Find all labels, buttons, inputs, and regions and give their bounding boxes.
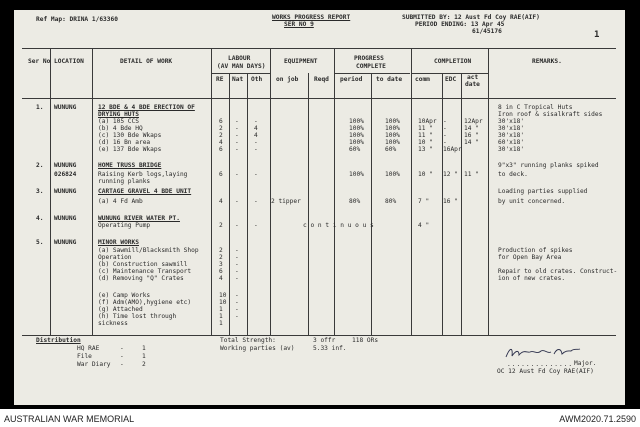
period-ending: PERIOD ENDING: 13 Apr 45 xyxy=(415,21,505,28)
cell-nat: - xyxy=(235,171,239,178)
cell-nat: - xyxy=(235,292,239,299)
col-divider xyxy=(334,48,335,335)
total-ors: 118 ORs xyxy=(352,337,379,344)
col-divider xyxy=(247,73,248,335)
labour-subrule xyxy=(212,73,270,74)
cell-nat: - xyxy=(235,306,239,313)
col-on-job: on job xyxy=(276,76,299,83)
cell-re: 4 xyxy=(219,275,223,282)
dash: - xyxy=(120,353,124,360)
cell-detail: (a) Sawmill/Blacksmith Shop xyxy=(98,247,199,254)
cell-remark: 9"x3" running planks spiked xyxy=(498,162,599,169)
dash: - xyxy=(120,345,124,352)
cell-to-date: 60% xyxy=(385,146,397,153)
cell-oth: - xyxy=(254,171,258,178)
cell-oth: - xyxy=(254,198,258,205)
cell-comm: 7 " xyxy=(418,198,430,205)
cell-act: 14 " xyxy=(464,139,479,146)
cell-act: 11 " xyxy=(464,171,479,178)
cell-to-date: 100% xyxy=(385,132,400,139)
cell-remark: 60'x18' xyxy=(498,139,525,146)
cell-detail: (f) Adm(AMO),hygiene etc) xyxy=(98,299,192,306)
signature-unit: OC 12 Aust Fd Coy RAE(AIF) xyxy=(497,368,594,375)
col-completion: COMPLETION xyxy=(434,58,472,65)
col-divider xyxy=(270,48,271,335)
col-divider xyxy=(92,48,93,335)
cell-nat: - xyxy=(235,222,239,229)
cell-on-job: 2 tipper xyxy=(271,198,301,205)
col-ser-no: Ser No xyxy=(28,58,51,65)
cell-edc: - xyxy=(443,125,447,132)
cell-edc: 12 " xyxy=(443,171,458,178)
cell-to-date: 100% xyxy=(385,171,400,178)
cell-detail: (h) Time lost through xyxy=(98,313,177,320)
cell-comm: 11 " xyxy=(418,132,433,139)
cell-detail: Operating Pump xyxy=(98,222,151,229)
col-to-date: to date xyxy=(376,76,403,83)
col-remarks: REMARKS. xyxy=(532,58,562,65)
cell-comm: 4 " xyxy=(418,222,430,229)
cell-detail: (e) 137 Bde Wkaps xyxy=(98,146,162,153)
cell-ser: 1. xyxy=(36,104,44,111)
cell-nat: - xyxy=(235,118,239,125)
cell-detail: Operation xyxy=(98,254,132,261)
cell-re: 1 xyxy=(219,320,223,327)
cell-nat: - xyxy=(235,125,239,132)
cell-detail: 12 BDE & 4 BDE ERECTION OF xyxy=(98,104,195,111)
progress-subrule xyxy=(334,73,410,74)
cell-edc: - xyxy=(443,132,447,139)
cell-loc: WUNUNG xyxy=(54,188,77,195)
cell-nat: - xyxy=(235,247,239,254)
cell-comm: 10Apr xyxy=(418,118,437,125)
signature-dots: .............. xyxy=(507,361,574,368)
cell-nat: - xyxy=(235,299,239,306)
page-number: 1 xyxy=(594,30,600,40)
cell-detail: (b) Construction sawmill xyxy=(98,261,188,268)
dash: - xyxy=(120,361,124,368)
cell-re: 2 xyxy=(219,247,223,254)
working-parties-value: 5.33 inf. xyxy=(313,345,347,352)
cell-period: 60% xyxy=(349,146,361,153)
col-comm: comm xyxy=(415,76,430,83)
cell-detail: WUNUNG RIVER WATER PT. xyxy=(98,215,180,222)
cell-detail: running planks xyxy=(98,178,151,185)
cell-loc: WUNUNG xyxy=(54,215,77,222)
distribution-count: 1 xyxy=(142,345,146,352)
col-divider xyxy=(211,48,212,335)
cell-oth: 4 xyxy=(254,125,258,132)
cell-nat: - xyxy=(235,275,239,282)
cell-to-date: 100% xyxy=(385,139,400,146)
cell-nat: - xyxy=(235,268,239,275)
cell-nat: - xyxy=(235,139,239,146)
cell-loc: WUNUNG xyxy=(54,104,77,111)
cell-remark: Repair to old crates. Construct- xyxy=(498,268,618,275)
cell-re: 6 xyxy=(219,146,223,153)
cell-remark: by unit concerned. xyxy=(498,198,566,205)
cell-remark: to deck. xyxy=(498,171,528,178)
cell-re: 2 xyxy=(219,222,223,229)
cell-edc: - xyxy=(443,139,447,146)
cell-edc: - xyxy=(443,118,447,125)
cell-remark: 30'x18' xyxy=(498,132,525,139)
cell-continuous: c o n t i n u o u s xyxy=(303,222,374,229)
cell-act: 16 " xyxy=(464,132,479,139)
col-labour-sub: (AV MAN DAYS) xyxy=(217,63,266,70)
col-detail: DETAIL OF WORK xyxy=(120,58,173,65)
cell-re: 3 xyxy=(219,261,223,268)
cell-loc: WUNUNG xyxy=(54,239,77,246)
distribution-count: 2 xyxy=(142,361,146,368)
cell-to-date: 100% xyxy=(385,118,400,125)
cell-remark: 30'x18' xyxy=(498,146,525,153)
col-divider xyxy=(50,48,51,335)
cell-re: 6 xyxy=(219,118,223,125)
col-divider xyxy=(229,73,230,335)
col-labour: LABOUR xyxy=(228,55,251,62)
ref-map: Ref Map: DRINA 1/63360 xyxy=(36,16,118,23)
serial-number: SER NO 9 xyxy=(284,21,314,28)
report-title: WORKS PROGRESS REPORT xyxy=(272,14,351,21)
cell-remark: Production of spikes xyxy=(498,247,573,254)
cell-oth: - xyxy=(254,222,258,229)
cell-detail: (a) 105 CCS xyxy=(98,118,139,125)
cell-re: 1 xyxy=(219,306,223,313)
col-re: RE xyxy=(216,76,224,83)
cell-re: 1 xyxy=(219,313,223,320)
col-divider xyxy=(461,73,462,335)
cell-nat: - xyxy=(235,254,239,261)
cell-detail: (c) 130 Bde Wkaps xyxy=(98,132,162,139)
cell-re: 6 xyxy=(219,268,223,275)
cell-comm: 13 " xyxy=(418,146,433,153)
cell-oth: - xyxy=(254,118,258,125)
cell-oth: - xyxy=(254,139,258,146)
col-reqd: Reqd xyxy=(314,76,329,83)
cell-remark: 8 in C Tropical Huts xyxy=(498,104,573,111)
col-edc: EDC xyxy=(445,76,457,83)
cell-re: 6 xyxy=(219,171,223,178)
col-period: period xyxy=(340,76,363,83)
total-offr: 3 offr xyxy=(313,337,336,344)
distribution-item: File xyxy=(77,353,92,360)
cell-detail: CARTAGE GRAVEL 4 BDE UNIT xyxy=(98,188,192,195)
total-strength-label: Total Strength: xyxy=(220,337,276,344)
cell-comm: 10 " xyxy=(418,171,433,178)
cell-period: 100% xyxy=(349,139,364,146)
cell-period: 80% xyxy=(349,198,361,205)
handwritten-signature xyxy=(504,344,582,362)
cell-nat: - xyxy=(235,146,239,153)
document-page xyxy=(14,10,625,405)
cell-re: 4 xyxy=(219,198,223,205)
cell-act: 14 " xyxy=(464,125,479,132)
col-divider xyxy=(488,48,489,335)
col-progress-sub: COMPLETE xyxy=(356,63,386,70)
cell-re: 2 xyxy=(219,125,223,132)
cell-remark: 30'x18' xyxy=(498,118,525,125)
cell-detail: (a) 4 Fd Amb xyxy=(98,198,143,205)
cell-comm: 11 " xyxy=(418,125,433,132)
cell-re: 2 xyxy=(219,132,223,139)
cell-re: 10 xyxy=(219,299,227,306)
cell-remark: ion of new crates. xyxy=(498,275,566,282)
col-divider xyxy=(411,48,412,335)
cell-detail: (c) Maintenance Transport xyxy=(98,268,192,275)
cell-ser: 4. xyxy=(36,215,44,222)
distribution-count: 1 xyxy=(142,353,146,360)
file-number: 61/45176 xyxy=(472,28,502,35)
col-divider xyxy=(308,73,309,335)
footer-left: AUSTRALIAN WAR MEMORIAL xyxy=(4,414,135,424)
cell-remark: Iron roof & sisalkraft sides xyxy=(498,111,603,118)
submitted-by: SUBMITTED BY: 12 Aust Fd Coy RAE(AIF) xyxy=(402,14,540,21)
col-act: act xyxy=(467,74,479,81)
cell-detail: HOME TRUSS BRIDGE xyxy=(98,162,162,169)
cell-to-date: 80% xyxy=(385,198,397,205)
cell-comm: 10 " xyxy=(418,139,433,146)
working-parties-label: Working parties (av) xyxy=(220,345,295,352)
cell-loc: WUNUNG xyxy=(54,162,77,169)
cell-nat: - xyxy=(235,132,239,139)
cell-detail: (b) 4 Bde HQ xyxy=(98,125,143,132)
cell-edc: 16 " xyxy=(443,198,458,205)
signature-rank: Major. xyxy=(574,360,597,367)
cell-remark: 30'x18' xyxy=(498,125,525,132)
cell-ser: 2. xyxy=(36,162,44,169)
col-divider xyxy=(371,73,372,335)
col-nat: Nat xyxy=(232,76,244,83)
cell-oth: 4 xyxy=(254,132,258,139)
cell-period: 100% xyxy=(349,118,364,125)
cell-detail: (d) Removing "Q" Crates xyxy=(98,275,184,282)
cell-re: 10 xyxy=(219,292,227,299)
cell-oth: - xyxy=(254,146,258,153)
cell-nat: - xyxy=(235,198,239,205)
cell-detail: (g) Attached xyxy=(98,306,143,313)
cell-remark: Loading parties supplied xyxy=(498,188,588,195)
cell-remark: for Open Bay Area xyxy=(498,254,562,261)
table-top-rule xyxy=(22,48,616,49)
col-oth: Oth xyxy=(251,76,263,83)
cell-re: 4 xyxy=(219,139,223,146)
table-header-rule xyxy=(22,98,616,99)
cell-ser: 3. xyxy=(36,188,44,195)
cell-to-date: 100% xyxy=(385,125,400,132)
cell-re: 2 xyxy=(219,254,223,261)
cell-detail: sickness xyxy=(98,320,128,327)
footer-right: AWM2020.71.2590 xyxy=(559,414,636,424)
col-date: date xyxy=(465,81,480,88)
cell-nat: - xyxy=(235,261,239,268)
cell-act: 12Apr xyxy=(464,118,483,125)
distribution-item: War Diary xyxy=(77,361,111,368)
cell-period: 100% xyxy=(349,171,364,178)
cell-ser: 5. xyxy=(36,239,44,246)
col-location: LOCATION xyxy=(54,58,84,65)
cell-nat: - xyxy=(235,313,239,320)
cell-period: 100% xyxy=(349,125,364,132)
cell-period: 100% xyxy=(349,132,364,139)
cell-detail: Raising Kerb logs,laying xyxy=(98,171,188,178)
col-progress: PROGRESS xyxy=(354,55,384,62)
col-equipment: EQUIPMENT xyxy=(284,58,318,65)
cell-detail: MINOR WORKS xyxy=(98,239,139,246)
table-bottom-rule xyxy=(22,335,616,336)
cell-detail: (d) 16 Bn area xyxy=(98,139,151,146)
cell-detail: (e) Camp Works xyxy=(98,292,151,299)
cell-loc: 026824 xyxy=(54,171,77,178)
cell-detail: DRYING HUTS xyxy=(98,111,139,118)
cell-edc: 16Apr xyxy=(443,146,462,153)
distribution-title: Distribution xyxy=(36,337,81,344)
distribution-item: HQ RAE xyxy=(77,345,100,352)
